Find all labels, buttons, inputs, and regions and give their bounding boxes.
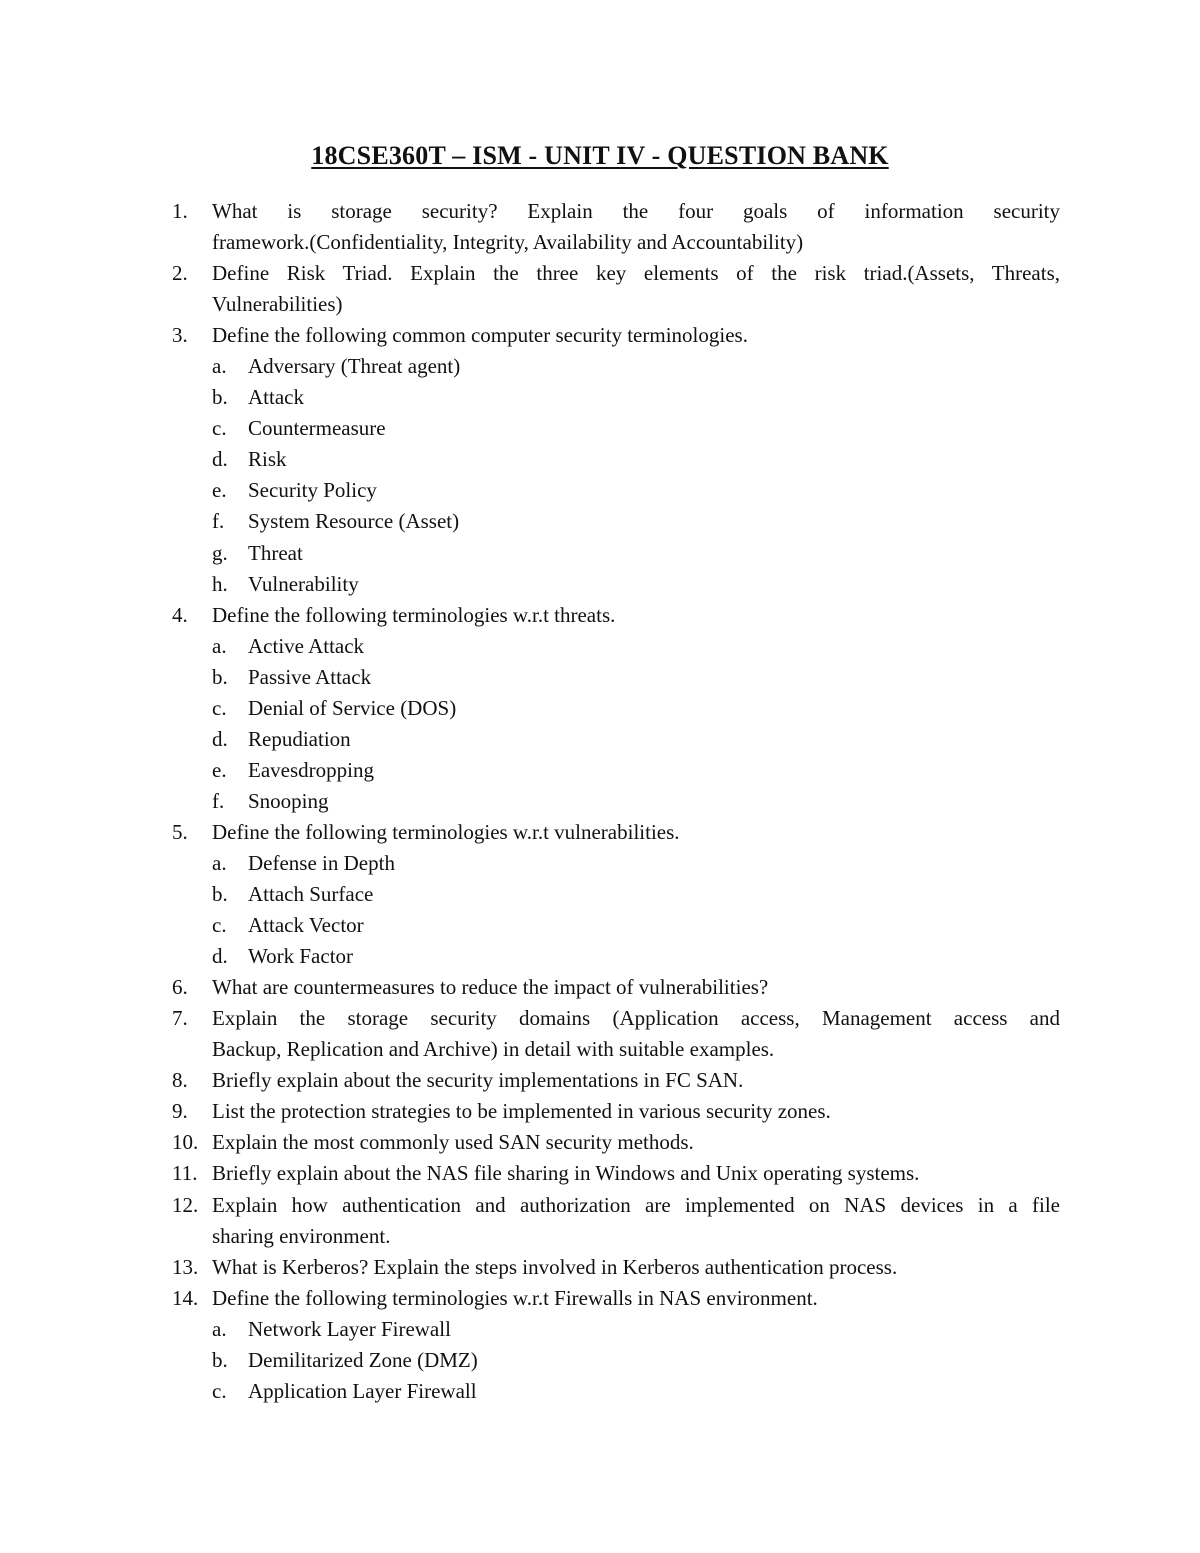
question-list xyxy=(0,196,1200,1407)
sub-item-letter: b. xyxy=(212,1347,228,1372)
question-text: Explain the most commonly used SAN security methods. xyxy=(212,1130,694,1155)
question-item xyxy=(0,258,1200,289)
sub-item-letter: a. xyxy=(212,633,227,658)
question-text: Briefly explain about the NAS file sharing in Windows and Unix operating systems. xyxy=(212,1161,920,1186)
question-number: 6. xyxy=(172,975,188,1000)
question-text: Define the following terminologies w.r.t Firewalls in NAS environment. xyxy=(212,1285,818,1310)
sub-item xyxy=(0,879,1200,910)
sub-item-text: Vulnerability xyxy=(248,571,359,596)
sub-item-text: Denial of Service (DOS) xyxy=(248,695,457,720)
question-continuation xyxy=(0,1034,1200,1065)
sub-item-letter: f. xyxy=(212,509,225,534)
sub-item-letter: h. xyxy=(212,571,228,596)
sub-item-text: Demilitarized Zone (DMZ) xyxy=(248,1347,478,1372)
question-text: Explain the storage security domains (Application access, Management access and xyxy=(212,1006,1060,1031)
sub-item-letter: c. xyxy=(212,913,227,938)
question-continuation xyxy=(0,289,1200,320)
sub-item-letter: f. xyxy=(212,788,225,813)
question-item xyxy=(0,196,1200,227)
sub-item-letter: a. xyxy=(212,354,227,379)
sub-item xyxy=(0,444,1200,475)
sub-item-text: Network Layer Firewall xyxy=(248,1316,451,1341)
question-text: What is Kerberos? Explain the steps involved in Kerberos authentication process. xyxy=(212,1254,898,1279)
question-number: 3. xyxy=(172,323,188,348)
question-text: Explain how authentication and authorization are implemented on NAS devices in a file xyxy=(212,1192,1060,1217)
sub-item xyxy=(0,1314,1200,1345)
question-text: sharing environment. xyxy=(212,1223,391,1248)
sub-item-text: System Resource (Asset) xyxy=(248,509,460,534)
question-number: 2. xyxy=(172,261,188,286)
sub-item xyxy=(0,910,1200,941)
question-text: What are countermeasures to reduce the impact of vulnerabilities? xyxy=(212,975,769,1000)
sub-item xyxy=(0,662,1200,693)
sub-item-letter: d. xyxy=(212,726,228,751)
sub-item-letter: d. xyxy=(212,944,228,969)
question-item xyxy=(0,1003,1200,1034)
sub-item-text: Attack Vector xyxy=(248,913,364,938)
question-number: 13. xyxy=(172,1254,199,1279)
sub-item-text: Security Policy xyxy=(248,478,377,503)
sub-item-text: Passive Attack xyxy=(248,664,372,689)
sub-item-text: Work Factor xyxy=(248,944,354,969)
sub-item xyxy=(0,382,1200,413)
sub-item-letter: g. xyxy=(212,540,228,565)
question-continuation xyxy=(0,227,1200,258)
question-item xyxy=(0,972,1200,1003)
sub-item-letter: b. xyxy=(212,664,228,689)
question-item xyxy=(0,1158,1200,1189)
sub-item xyxy=(0,475,1200,506)
sub-item-letter: e. xyxy=(212,478,227,503)
question-text: Define the following terminologies w.r.t vulnerabilities. xyxy=(212,819,680,844)
question-item xyxy=(0,1065,1200,1096)
question-text: List the protection strategies to be implemented in various security zones. xyxy=(212,1099,831,1124)
question-item xyxy=(0,320,1200,351)
question-text: Backup, Replication and Archive) in detail with suitable examples. xyxy=(212,1037,775,1062)
sub-item xyxy=(0,538,1200,569)
question-number: 1. xyxy=(172,199,188,223)
sub-item-letter: d. xyxy=(212,447,228,472)
sub-item-text: Active Attack xyxy=(248,633,365,658)
question-number: 14. xyxy=(172,1285,199,1310)
question-number: 4. xyxy=(172,602,188,627)
sub-item-letter: c. xyxy=(212,416,227,441)
question-number: 10. xyxy=(172,1130,199,1155)
question-continuation xyxy=(0,1221,1200,1252)
question-item xyxy=(0,600,1200,631)
question-text: Define the following common computer security terminologies. xyxy=(212,323,748,348)
sub-item-text: Repudiation xyxy=(248,726,351,751)
sub-item-text: Attach Surface xyxy=(248,882,374,907)
sub-item xyxy=(0,1376,1200,1407)
sub-item-text: Countermeasure xyxy=(248,416,386,441)
question-text: Briefly explain about the security implementations in FC SAN. xyxy=(212,1068,744,1093)
sub-item xyxy=(0,941,1200,972)
question-number: 7. xyxy=(172,1006,188,1031)
question-text: framework.(Confidentiality, Integrity, Availability and Accountability) xyxy=(212,230,804,255)
sub-item xyxy=(0,848,1200,879)
sub-item xyxy=(0,786,1200,817)
sub-item-letter: a. xyxy=(212,850,227,875)
sub-item-letter: c. xyxy=(212,1378,227,1403)
question-number: 12. xyxy=(172,1192,199,1217)
question-item xyxy=(0,1127,1200,1158)
sub-item-text: Attack xyxy=(248,385,304,410)
question-item xyxy=(0,1096,1200,1127)
sub-item xyxy=(0,724,1200,755)
question-number: 11. xyxy=(172,1161,198,1186)
sub-item xyxy=(0,413,1200,444)
sub-item xyxy=(0,631,1200,662)
question-text: Define the following terminologies w.r.t threats. xyxy=(212,602,616,627)
sub-item xyxy=(0,693,1200,724)
sub-item-text: Threat xyxy=(248,540,303,565)
question-item xyxy=(0,1252,1200,1283)
sub-item xyxy=(0,1345,1200,1376)
sub-item-letter: b. xyxy=(212,882,228,907)
question-number: 8. xyxy=(172,1068,188,1093)
sub-item-letter: e. xyxy=(212,757,227,782)
question-item xyxy=(0,1190,1200,1221)
sub-item xyxy=(0,755,1200,786)
sub-item-text: Eavesdropping xyxy=(248,757,374,782)
question-number: 5. xyxy=(172,819,188,844)
sub-item-text: Risk xyxy=(248,447,287,472)
question-number: 9. xyxy=(172,1099,188,1124)
sub-item-text: Adversary (Threat agent) xyxy=(248,354,461,379)
sub-item-text: Application Layer Firewall xyxy=(248,1378,477,1403)
sub-item xyxy=(0,569,1200,600)
sub-item-text: Snooping xyxy=(248,788,329,813)
sub-item-letter: a. xyxy=(212,1316,227,1341)
page-title: 18CSE360T – ISM - UNIT IV - QUESTION BANK xyxy=(311,141,889,170)
question-text: What is storage security? Explain the four goals of information security xyxy=(212,199,1060,223)
sub-item-text: Defense in Depth xyxy=(248,850,395,875)
sub-item xyxy=(0,506,1200,537)
question-item xyxy=(0,1283,1200,1314)
sub-item-letter: c. xyxy=(212,695,227,720)
question-item xyxy=(0,817,1200,848)
sub-item xyxy=(0,351,1200,382)
question-text: Vulnerabilities) xyxy=(212,292,343,317)
question-text: Define Risk Triad. Explain the three key elements of the risk triad.(Assets, Threats, xyxy=(212,261,1060,286)
sub-item-letter: b. xyxy=(212,385,228,410)
